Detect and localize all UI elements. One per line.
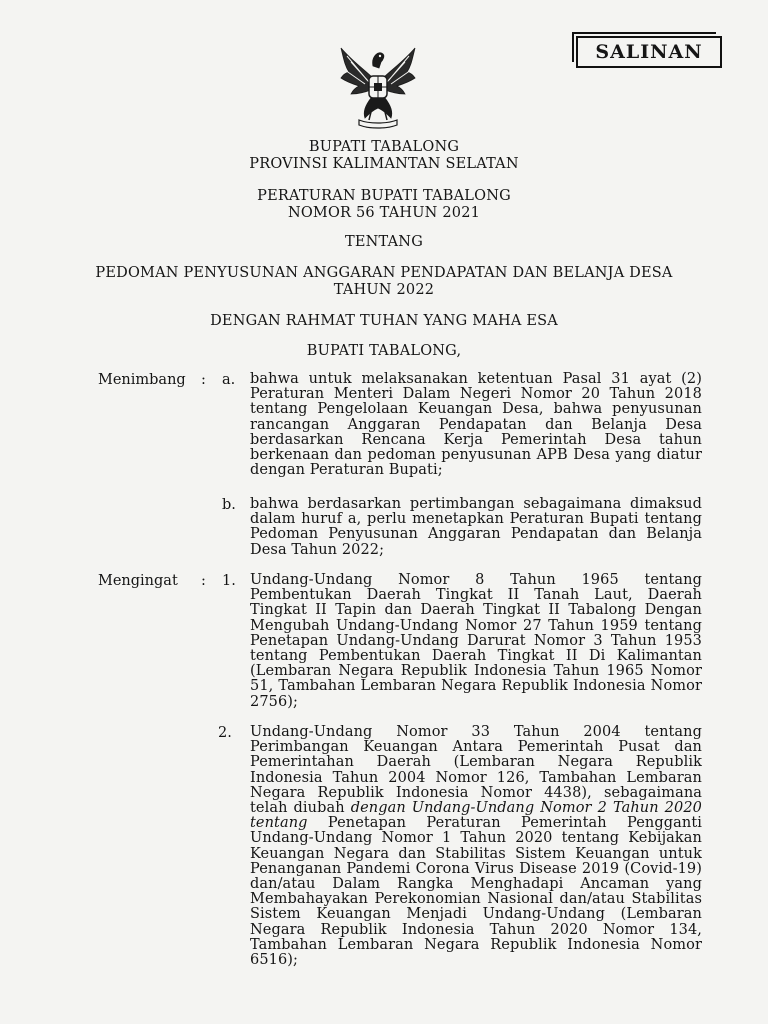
menimbang-item-a-marker: a. [222,372,236,388]
about-heading: TENTANG [345,234,423,250]
blessing-line: DENGAN RAHMAT TUHAN YANG MAHA ESA [210,313,558,329]
menimbang-label: Menimbang [98,372,186,388]
salinan-stamp: SALINAN [576,36,722,68]
subject-line-1: PEDOMAN PENYUSUNAN ANGGARAN PENDAPATAN DAN BELANJA DESA [95,265,673,281]
mengingat-colon: : [201,573,206,589]
menimbang-item-b-text: bahwa berdasarkan pertimbangan sebagaimana dimaksud dalam huruf a, perlu menetapkan Peraturan Bupati tentang Pedoman Penyusunan Anggaran Pendapatan dan Belanja Desa Tahun 2022; [250,496,702,558]
regulation-title: PERATURAN BUPATI TABALONG [257,188,511,204]
header-line-1: BUPATI TABALONG [308,139,460,155]
mengingat-item-2-text [250,725,702,968]
mengingat-item-1-marker: 1. [222,573,236,589]
regulation-number: NOMOR 56 TAHUN 2021 [287,205,481,221]
menimbang-item-b-marker: b. [222,497,236,513]
subject-line-2: TAHUN 2022 [333,282,435,298]
menimbang-colon: : [201,372,206,388]
garuda-emblem-icon [335,40,421,130]
mengingat-item-2-text-part1: Undang-Undang Nomor 33 Tahun 2004 tentang Perimbangan Keuangan Antara Pemerintah Pusat dan Pemerintahan Daerah (Lembaran Negara Republik Indonesia Tahun 2004 Nomor 126, Tambahan Lembaran Negara Republik Indonesia Nomor 4438), sebagaimana telah diubah [250,724,702,817]
header-line-2: PROVINSI KALIMANTAN SELATAN [249,156,519,172]
mengingat-label: Mengingat [98,573,178,589]
menimbang-item-a-text: bahwa untuk melaksanakan ketentuan Pasal 31 ayat (2) Peraturan Menteri Dalam Negeri Nomor 20 Tahun 2018 tentang Pengelolaan Keuangan Desa, bahwa penyusunan rancangan Anggaran Pendapatan dan Belanja Desa berdasarkan Rencana Kerja Pemerintah Desa tahun berkenaan dan pedoman penyusunan APB Desa yang diatur dengan Peraturan Bupati; [250,371,702,479]
mengingat-item-2-text-italic: dengan Undang-Undang Nomor 2 Tahun 2020 tentang [250,800,702,832]
mengingat-item-2-text-part2: Penetapan Peraturan Pemerintah Pengganti Undang-Undang Nomor 1 Tahun 2020 tentang Kebijakan Keuangan Negara dan Stabilitas Sistem Keuangan untuk Penanganan Pandemi Corona Virus Disease 2019 (Covid-19) dan/atau Dalam Rangka Menghadapi Ancaman yang Membahayakan Perekonomian Nasional dan/atau Stabilitas Sistem Keuangan Menjadi Undang-Undang (Lembaran Negara Republik Indonesia Tahun 2020 Nomor 134, Tambahan Lembaran Negara Republik Indonesia Nomor 6516); [250,815,702,969]
mengingat-item-2-marker: 2. [218,725,232,741]
mengingat-item-1-text: Undang-Undang Nomor 8 Tahun 1965 tentang Pembentukan Daerah Tingkat II Tanah Laut, Daerah Tingkat II Tapin dan Daerah Tingkat II Tabalong Dengan Mengubah Undang-Undang Nomor 27 Tahun 1959 tentang Penetapan Undang-Undang Darurat Nomor 3 Tahun 1953 tentang Pembentukan Daerah Tingkat II Di Kalimantan (Lembaran Negara Republik Indonesia Tahun 1965 Nomor 51, Tambahan Lembaran Negara Republik Indonesia Nomor 2756); [250,572,702,710]
issuer-line: BUPATI TABALONG, [306,343,462,359]
